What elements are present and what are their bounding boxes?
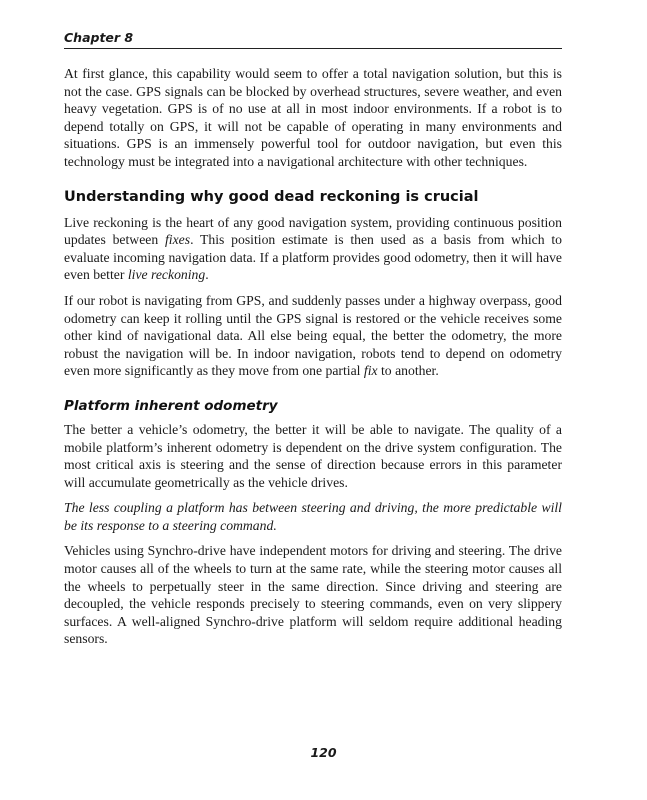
section-heading-dead-reckoning: Understanding why good dead reckoning is crucial	[64, 188, 479, 205]
synchro-drive-paragraph: Vehicles using Synchro-drive have independent motors for driving and steering. The drive motor causes all of the wheels to turn at the same rate, while the steering motor causes all the wheels to perpetually steer in the same direction. Since driving and steering are decoupled, the vehicle responds precisely to steering commands, even on very slippery surfaces. A well-aligned Synchro-drive platform will seldom require additional heading sensors.	[64, 543, 562, 647]
fixes-emphasis: fixes	[164, 232, 191, 248]
page-number: 120	[310, 745, 337, 760]
live-reckoning-paragraph: Live reckoning is the heart of any good navigation system, providing continuous position updates between fixes. This position estimate is then used as a basis from which to evaluate incoming navigation data. If a platform provides good odometry, then it will have even better live reckoning.	[64, 214, 562, 283]
fix-emphasis: fix	[363, 363, 378, 379]
subsection-heading-platform-odometry: Platform inherent odometry	[64, 397, 278, 414]
intro-paragraph: At first glance, this capability would seem to offer a total navigation solution, but this is not the case. GPS signals can be blocked by overhead structures, severe weather, and even heavy vegetation. GPS is of no use at all in most indoor environments. If a robot is to depend totally on GPS, it will not be capable of operating in many environments and situations. GPS is an immensely powerful tool for outdoor navigation, but even this technology must be integrated into a navigational architecture with other techniques.	[64, 66, 562, 169]
live-reckoning-emphasis: live reckoning	[127, 267, 206, 283]
gps-odometry-paragraph: If our robot is navigating from GPS, and suddenly passes under a highway overpass, good odometry can keep it rolling until the GPS signal is restored or the vehicle receives some other kind of navigational data. All else being equal, the better the odometry, the more robust the navigation will be. In indoor navigation, robots tend to depend on odometry even more significantly as they move from one partial fix to another.	[64, 292, 562, 379]
page-body	[64, 65, 562, 656]
coupling-note: The less coupling a platform has between steering and driving, the more predictable will be its response to a steering command.	[64, 500, 562, 533]
chapter-running-head: Chapter 8	[64, 30, 562, 49]
inherent-odometry-paragraph: The better a vehicle’s odometry, the better it will be able to navigate. The quality of a mobile platform’s inherent odometry is dependent on the drive system configuration. The most critical axis is steering and the sense of direction because errors in this parameter will accumulate geometrically as the vehicle drives.	[64, 421, 562, 490]
